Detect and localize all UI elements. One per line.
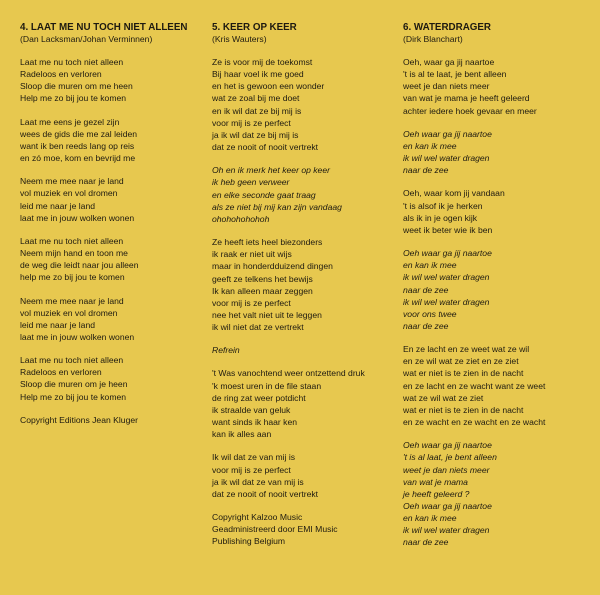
lyric-line: en ze lacht en ze wacht want ze weet <box>403 380 546 391</box>
lyric-line: nee het valt niet uit te leggen <box>212 309 322 320</box>
lyric-line: van wat je mama je heeft geleerd <box>403 93 530 104</box>
lyric-line: ik wil wel water dragen <box>403 296 490 307</box>
lyric-line: ik wil wel water dragen <box>403 272 490 283</box>
lyric-line: vol muziek en vol dromen <box>20 188 118 199</box>
lyric-line: Neem mijn hand en toon me <box>20 248 128 259</box>
lyric-line: Bij haar voel ik me goed <box>212 69 304 80</box>
lyric-line: Oeh, waar kom jij vandaan <box>403 188 505 199</box>
lyric-stanza <box>403 187 593 236</box>
lyric-stanza <box>212 511 390 547</box>
lyric-line: en kan ik mee <box>403 513 457 524</box>
lyric-line: je heeft geleerd ? <box>403 488 470 499</box>
song-credit: (Dan Lacksman/Johan Verminnen) <box>20 34 153 44</box>
lyric-line: naar de zee <box>403 284 449 295</box>
song-title: 5. KEER OP KEER <box>212 22 297 33</box>
lyric-line: help me zo bij jou te komen <box>20 272 125 283</box>
lyric-stanza <box>403 343 593 428</box>
lyric-line: ik wil wel water dragen <box>403 153 490 164</box>
lyric-line: 't Was vanochtend weer ontzettend druk <box>212 368 365 379</box>
lyric-line: weet ik beter wie ik ben <box>403 224 493 235</box>
lyric-line: Laat me nu toch niet alleen <box>20 235 124 246</box>
lyric-line: als ik in je ogen kijk <box>403 212 478 223</box>
lyric-line: Oeh, waar ga jij naartoe <box>403 57 495 67</box>
lyric-line: 'k moest uren in de file staan <box>212 380 322 391</box>
lyric-line: wees de gids die me zal leiden <box>20 128 138 139</box>
lyric-line: en kan ik mee <box>403 140 457 151</box>
lyric-line: weet je dan niets meer <box>403 464 490 475</box>
lyric-line: maar in honderdduizend dingen <box>212 261 333 272</box>
lyric-line: de weg die leidt naar jou alleen <box>20 260 139 271</box>
lyric-line: 't is alsof ik je herken <box>403 200 483 211</box>
song-title: 4. LAAT ME NU TOCH NIET ALLEEN <box>20 22 188 33</box>
lyric-line: naar de zee <box>403 320 449 331</box>
lyric-line: Publishing Belgium <box>212 536 286 547</box>
lyric-line: ohohohohohoh <box>212 213 270 224</box>
lyric-line: Radeloos en verloren <box>20 69 102 80</box>
lyric-line: en ze wacht en ze wacht en ze wacht <box>403 417 546 428</box>
song-credit: (Dirk Blanchart) <box>403 34 463 44</box>
lyric-line: Laat me nu toch niet alleen <box>20 57 124 67</box>
lyric-line: En ze lacht en ze weet wat ze wil <box>403 344 530 355</box>
lyric-stanza <box>212 164 390 225</box>
lyric-line: Help me zo bij jou te komen <box>20 391 127 402</box>
lyric-line: van wat je mama <box>403 476 468 487</box>
lyric-line: laat me in jouw wolken wonen <box>20 331 135 342</box>
lyric-line: Oeh waar ga jij naartoe <box>403 248 492 259</box>
lyric-line: Sloop die muren om je heen <box>20 379 128 390</box>
lyric-stanza <box>20 175 198 224</box>
lyric-line: Oeh waar ga jij naartoe <box>403 501 492 511</box>
lyric-line: en het is gewoon een wonder <box>212 81 325 92</box>
lyric-line: Oh en ik merk het keer op keer <box>212 165 330 176</box>
lyric-line: ik wil niet dat ze vertrekt <box>212 322 304 333</box>
song-column-5 <box>212 22 390 558</box>
lyric-line: laat me in jouw wolken wonen <box>20 212 135 223</box>
lyric-stanza <box>403 247 593 332</box>
lyric-line: Neem me mee naar je land <box>20 176 124 187</box>
lyric-line: ik straalde van geluk <box>212 404 291 415</box>
lyric-line: leid me naar je land <box>20 200 96 211</box>
lyric-line: Ik wil dat ze van mij is <box>212 452 296 463</box>
lyric-line: want ik ben reeds lang op reis <box>20 140 135 151</box>
lyric-line: naar de zee <box>403 165 449 176</box>
lyric-line: dat ze nooit of nooit vertrekt <box>212 488 319 499</box>
lyric-stanza <box>403 439 593 548</box>
lyric-line: en zó moe, kom en bevrijd me <box>20 153 136 164</box>
lyric-line: Laat me eens je gezel zijn <box>20 116 120 127</box>
lyric-line: Oeh waar ga jij naartoe <box>403 440 492 451</box>
lyric-line: de ring zat weer potdicht <box>212 392 306 403</box>
lyric-line: ik raak er niet uit wijs <box>212 249 292 260</box>
song-credit: (Kris Wauters) <box>212 34 267 44</box>
song-title: 6. WATERDRAGER <box>403 22 491 33</box>
lyric-line: Ze heeft iets heel biezonders <box>212 237 323 248</box>
lyric-stanza <box>20 116 198 165</box>
lyric-line: Laat me nu toch niet alleen <box>20 355 124 366</box>
lyric-stanza <box>20 235 198 284</box>
lyric-line: voor mij is ze perfect <box>212 297 291 308</box>
lyric-stanza <box>212 236 390 333</box>
lyric-line: Ze is voor mij de toekomst <box>212 57 313 67</box>
lyric-stanza <box>20 56 198 105</box>
lyric-line: wat ze wil wat ze ziet <box>403 392 484 403</box>
lyric-line: voor ons twee <box>403 308 457 319</box>
lyric-line: Help me zo bij jou te komen <box>20 93 127 104</box>
lyric-line: wat er niet is te zien in de nacht <box>403 368 524 379</box>
lyric-stanza <box>20 295 198 344</box>
lyric-line: weet je dan niets meer <box>403 81 490 92</box>
lyric-line: naar de zee <box>403 537 449 548</box>
lyric-line: 't is al te laat, je bent alleen <box>403 69 507 80</box>
lyric-stanza <box>403 56 593 117</box>
lyric-stanza <box>212 56 390 153</box>
lyric-line: voor mij is ze perfect <box>212 117 291 128</box>
lyric-line: Oeh waar ga jij naartoe <box>403 128 492 139</box>
lyric-stanza <box>20 354 198 403</box>
lyric-stanza <box>403 128 593 177</box>
lyric-line: Sloop die muren om me heen <box>20 81 133 92</box>
lyric-line: ja ik wil dat ze van mij is <box>212 476 304 487</box>
lyric-line: en kan ik mee <box>403 260 457 271</box>
song-column-4 <box>20 22 198 437</box>
lyric-line: Ik kan alleen maar zeggen <box>212 285 313 296</box>
lyric-line: Refrein <box>212 345 240 356</box>
lyric-line: leid me naar je land <box>20 319 96 330</box>
lyric-line: en elke seconde gaat traag <box>212 189 316 200</box>
lyric-stanza <box>212 344 390 356</box>
lyric-line: achter iedere hoek gevaar en meer <box>403 105 537 116</box>
lyric-line: Copyright Kalzoo Music <box>212 512 303 522</box>
lyric-line: ja ik wil dat ze bij mij is <box>212 129 299 140</box>
lyric-line: Geadministreerd door EMI Music <box>212 524 338 535</box>
lyric-line: Radeloos en verloren <box>20 367 102 378</box>
lyric-line: geeft ze telkens het bewijs <box>212 273 313 284</box>
lyric-line: Copyright Editions Jean Kluger <box>20 414 138 425</box>
lyric-line: voor mij is ze perfect <box>212 464 291 475</box>
lyric-line: kan ik alles aan <box>212 429 272 440</box>
lyric-line: ik wil wel water dragen <box>403 525 490 536</box>
lyric-line: en ze wil wat ze ziet en ze ziet <box>403 356 519 367</box>
lyric-line: en ik wil dat ze bij mij is <box>212 105 302 116</box>
lyric-line: wat ze zoal bij me doet <box>212 93 300 104</box>
lyric-line: dat ze nooit of nooit vertrekt <box>212 142 319 153</box>
lyric-line: als ze niet bij mij kan zijn vandaag <box>212 201 342 212</box>
lyric-stanza <box>212 367 390 440</box>
lyric-line: ik heb geen verweer <box>212 177 290 188</box>
lyric-line: wat er niet is te zien in de nacht <box>403 404 524 415</box>
lyric-line: vol muziek en vol dromen <box>20 307 118 318</box>
lyric-line: 't is al laat, je bent alleen <box>403 452 497 463</box>
lyric-line: Neem me mee naar je land <box>20 295 124 306</box>
lyric-line: want sinds ik haar ken <box>212 417 298 428</box>
lyric-stanza <box>212 451 390 500</box>
song-column-6 <box>403 22 593 560</box>
lyric-stanza <box>20 414 198 426</box>
